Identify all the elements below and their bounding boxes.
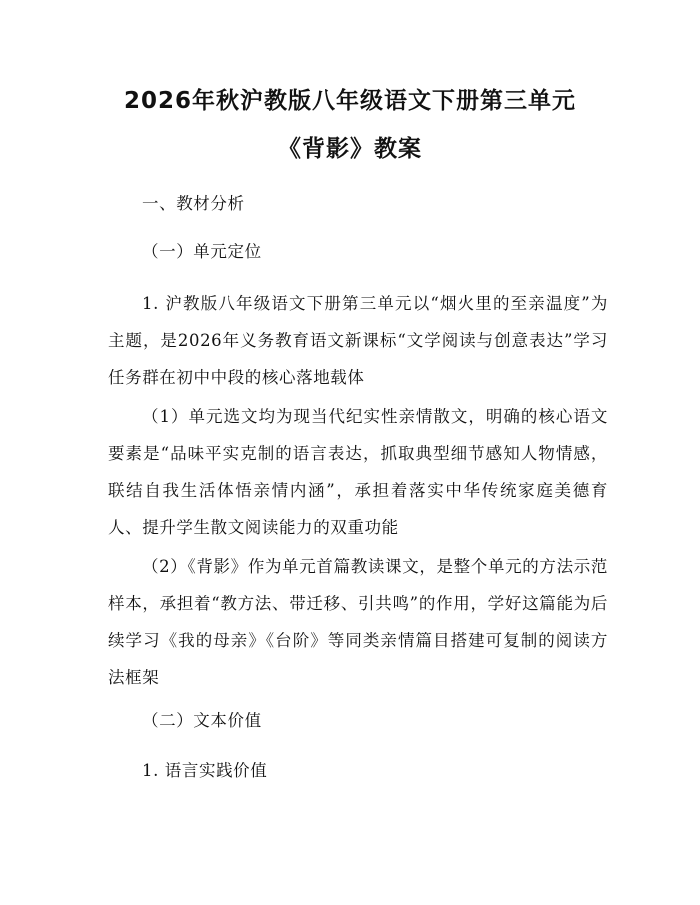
list-item-language-practice-value: 1. 语言实践价值 xyxy=(142,761,268,780)
document-title-line1: 2026年秋沪教版八年级语文下册第三单元 xyxy=(123,88,576,114)
paragraph-unit-text-selection: （1）单元选文均为现当代纪实性亲情散文，明确的核心语文要素是“品味平实克制的语言表达，抓取典型细节感知人物情感，联结自我生活体悟亲情内涵”，承担着落实中华传统家庭美德育人、提升学生散文阅读能力的双重功能 xyxy=(108,407,608,537)
document-title-line2: 《背影》教案 xyxy=(278,136,422,162)
subheading-unit-positioning: （一）单元定位 xyxy=(142,242,262,261)
subheading-text-value: （二）文本价值 xyxy=(142,711,262,730)
section-heading-teaching-material-analysis: 一、教材分析 xyxy=(142,194,245,213)
paragraph-unit-positioning: 1. 沪教版八年级语文下册第三单元以“烟火里的至亲温度”为主题，是2026年义务教育语文新课标“文学阅读与创意表达”学习任务群在初中中段的核心落地载体 xyxy=(108,294,608,387)
paragraph-beiying-role: （2）《背影》作为单元首篇教读课文，是整个单元的方法示范样本，承担着“教方法、带迁移、引共鸣”的作用，学好这篇能为后续学习《我的母亲》《台阶》等同类亲情篇目搭建可复制的阅读方法框架 xyxy=(108,557,608,687)
